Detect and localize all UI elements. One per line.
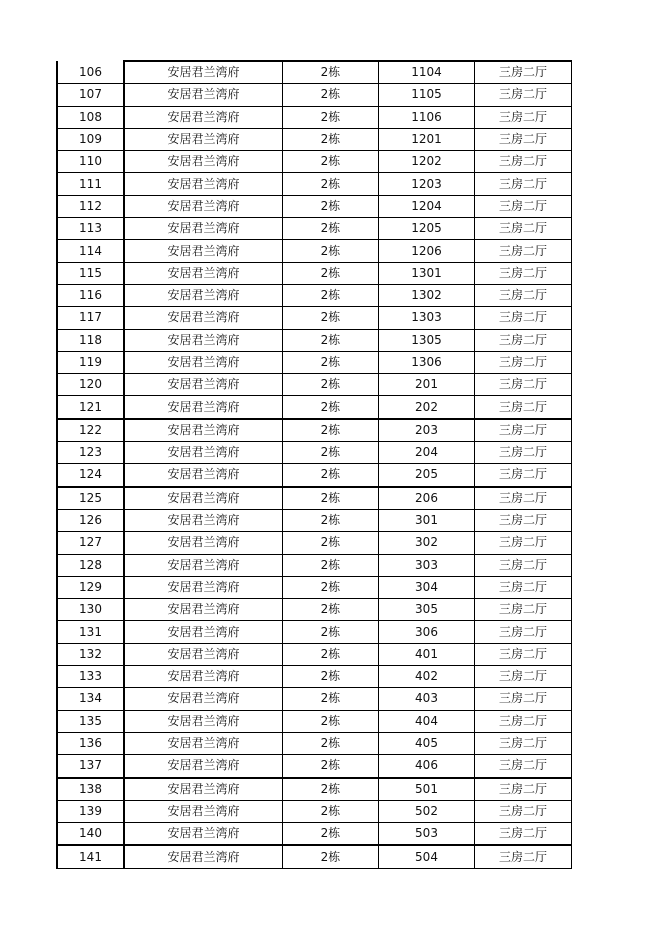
building-cell: 2栋 <box>283 800 379 822</box>
table-row <box>57 396 572 419</box>
building-cell: 2栋 <box>283 84 379 106</box>
table-row <box>57 195 572 217</box>
project-name-cell: 安居君兰湾府 <box>124 61 283 84</box>
project-name-cell: 安居君兰湾府 <box>124 262 283 284</box>
layout-cell: 三房二厅 <box>475 240 572 262</box>
building-cell: 2栋 <box>283 106 379 128</box>
row-number-cell: 132 <box>57 643 124 665</box>
building-cell: 2栋 <box>283 240 379 262</box>
unit-number-cell: 1105 <box>379 84 475 106</box>
table-row <box>57 374 572 396</box>
project-name-cell: 安居君兰湾府 <box>124 487 283 510</box>
project-name-cell: 安居君兰湾府 <box>124 800 283 822</box>
building-cell: 2栋 <box>283 173 379 195</box>
unit-number-cell: 504 <box>379 845 475 868</box>
project-name-cell: 安居君兰湾府 <box>124 173 283 195</box>
project-name-cell: 安居君兰湾府 <box>124 307 283 329</box>
table-row <box>57 532 572 554</box>
unit-number-cell: 1202 <box>379 151 475 173</box>
unit-number-cell: 206 <box>379 487 475 510</box>
row-number-cell: 134 <box>57 688 124 710</box>
table-row <box>57 755 572 778</box>
project-name-cell: 安居君兰湾府 <box>124 240 283 262</box>
table-row <box>57 845 572 868</box>
unit-number-cell: 502 <box>379 800 475 822</box>
table-row <box>57 643 572 665</box>
unit-number-cell: 404 <box>379 710 475 732</box>
row-number-cell: 112 <box>57 195 124 217</box>
layout-cell: 三房二厅 <box>475 84 572 106</box>
table-row <box>57 621 572 643</box>
housing-unit-table <box>56 60 572 869</box>
project-name-cell: 安居君兰湾府 <box>124 128 283 150</box>
row-number-cell: 122 <box>57 419 124 442</box>
table-row <box>57 688 572 710</box>
project-name-cell: 安居君兰湾府 <box>124 329 283 351</box>
row-number-cell: 128 <box>57 554 124 576</box>
project-name-cell: 安居君兰湾府 <box>124 218 283 240</box>
unit-number-cell: 501 <box>379 778 475 801</box>
building-cell: 2栋 <box>283 599 379 621</box>
project-name-cell: 安居君兰湾府 <box>124 755 283 778</box>
row-number-cell: 141 <box>57 845 124 868</box>
project-name-cell: 安居君兰湾府 <box>124 374 283 396</box>
project-name-cell: 安居君兰湾府 <box>124 576 283 598</box>
project-name-cell: 安居君兰湾府 <box>124 464 283 487</box>
table-row <box>57 666 572 688</box>
building-cell: 2栋 <box>283 442 379 464</box>
project-name-cell: 安居君兰湾府 <box>124 823 283 846</box>
row-number-cell: 109 <box>57 128 124 150</box>
layout-cell: 三房二厅 <box>475 554 572 576</box>
row-number-cell: 124 <box>57 464 124 487</box>
table-row <box>57 419 572 442</box>
row-number-cell: 125 <box>57 487 124 510</box>
project-name-cell: 安居君兰湾府 <box>124 621 283 643</box>
unit-number-cell: 1106 <box>379 106 475 128</box>
building-cell: 2栋 <box>283 396 379 419</box>
table-row <box>57 151 572 173</box>
table-row <box>57 599 572 621</box>
row-number-cell: 106 <box>57 61 124 84</box>
layout-cell: 三房二厅 <box>475 755 572 778</box>
building-cell: 2栋 <box>283 128 379 150</box>
layout-cell: 三房二厅 <box>475 778 572 801</box>
building-cell: 2栋 <box>283 823 379 846</box>
unit-number-cell: 305 <box>379 599 475 621</box>
layout-cell: 三房二厅 <box>475 419 572 442</box>
layout-cell: 三房二厅 <box>475 532 572 554</box>
layout-cell: 三房二厅 <box>475 710 572 732</box>
row-number-cell: 123 <box>57 442 124 464</box>
unit-number-cell: 503 <box>379 823 475 846</box>
project-name-cell: 安居君兰湾府 <box>124 845 283 868</box>
row-number-cell: 120 <box>57 374 124 396</box>
unit-number-cell: 306 <box>379 621 475 643</box>
project-name-cell: 安居君兰湾府 <box>124 643 283 665</box>
row-number-cell: 111 <box>57 173 124 195</box>
layout-cell: 三房二厅 <box>475 106 572 128</box>
unit-number-cell: 1203 <box>379 173 475 195</box>
building-cell: 2栋 <box>283 374 379 396</box>
building-cell: 2栋 <box>283 218 379 240</box>
table-row <box>57 509 572 531</box>
building-cell: 2栋 <box>283 643 379 665</box>
layout-cell: 三房二厅 <box>475 621 572 643</box>
building-cell: 2栋 <box>283 509 379 531</box>
table-row <box>57 106 572 128</box>
building-cell: 2栋 <box>283 351 379 373</box>
building-cell: 2栋 <box>283 688 379 710</box>
table-row <box>57 554 572 576</box>
building-cell: 2栋 <box>283 755 379 778</box>
table-row <box>57 710 572 732</box>
unit-number-cell: 1303 <box>379 307 475 329</box>
building-cell: 2栋 <box>283 778 379 801</box>
row-number-cell: 114 <box>57 240 124 262</box>
layout-cell: 三房二厅 <box>475 442 572 464</box>
project-name-cell: 安居君兰湾府 <box>124 284 283 306</box>
table-row <box>57 576 572 598</box>
row-number-cell: 129 <box>57 576 124 598</box>
row-number-cell: 108 <box>57 106 124 128</box>
layout-cell: 三房二厅 <box>475 329 572 351</box>
row-number-cell: 119 <box>57 351 124 373</box>
unit-number-cell: 302 <box>379 532 475 554</box>
building-cell: 2栋 <box>283 621 379 643</box>
building-cell: 2栋 <box>283 61 379 84</box>
table-row <box>57 329 572 351</box>
table-row <box>57 307 572 329</box>
layout-cell: 三房二厅 <box>475 823 572 846</box>
building-cell: 2栋 <box>283 845 379 868</box>
table-row <box>57 240 572 262</box>
unit-number-cell: 1306 <box>379 351 475 373</box>
project-name-cell: 安居君兰湾府 <box>124 554 283 576</box>
layout-cell: 三房二厅 <box>475 509 572 531</box>
building-cell: 2栋 <box>283 464 379 487</box>
unit-number-cell: 406 <box>379 755 475 778</box>
unit-number-cell: 1104 <box>379 61 475 84</box>
unit-number-cell: 405 <box>379 732 475 754</box>
unit-number-cell: 303 <box>379 554 475 576</box>
row-number-cell: 127 <box>57 532 124 554</box>
row-number-cell: 130 <box>57 599 124 621</box>
building-cell: 2栋 <box>283 151 379 173</box>
layout-cell: 三房二厅 <box>475 351 572 373</box>
layout-cell: 三房二厅 <box>475 61 572 84</box>
layout-cell: 三房二厅 <box>475 173 572 195</box>
layout-cell: 三房二厅 <box>475 396 572 419</box>
table-row <box>57 284 572 306</box>
layout-cell: 三房二厅 <box>475 128 572 150</box>
table-row <box>57 218 572 240</box>
layout-cell: 三房二厅 <box>475 487 572 510</box>
table-row <box>57 464 572 487</box>
building-cell: 2栋 <box>283 262 379 284</box>
project-name-cell: 安居君兰湾府 <box>124 151 283 173</box>
unit-number-cell: 1201 <box>379 128 475 150</box>
row-number-cell: 133 <box>57 666 124 688</box>
row-number-cell: 115 <box>57 262 124 284</box>
layout-cell: 三房二厅 <box>475 599 572 621</box>
unit-number-cell: 301 <box>379 509 475 531</box>
project-name-cell: 安居君兰湾府 <box>124 666 283 688</box>
building-cell: 2栋 <box>283 532 379 554</box>
project-name-cell: 安居君兰湾府 <box>124 106 283 128</box>
project-name-cell: 安居君兰湾府 <box>124 532 283 554</box>
table-row <box>57 442 572 464</box>
unit-number-cell: 1305 <box>379 329 475 351</box>
layout-cell: 三房二厅 <box>475 218 572 240</box>
table-row <box>57 61 572 84</box>
layout-cell: 三房二厅 <box>475 262 572 284</box>
project-name-cell: 安居君兰湾府 <box>124 396 283 419</box>
building-cell: 2栋 <box>283 554 379 576</box>
row-number-cell: 131 <box>57 621 124 643</box>
row-number-cell: 136 <box>57 732 124 754</box>
table-row <box>57 128 572 150</box>
row-number-cell: 126 <box>57 509 124 531</box>
table-row <box>57 173 572 195</box>
layout-cell: 三房二厅 <box>475 464 572 487</box>
unit-number-cell: 1206 <box>379 240 475 262</box>
table-row <box>57 84 572 106</box>
building-cell: 2栋 <box>283 666 379 688</box>
table-row <box>57 262 572 284</box>
unit-number-cell: 204 <box>379 442 475 464</box>
layout-cell: 三房二厅 <box>475 374 572 396</box>
row-number-cell: 117 <box>57 307 124 329</box>
table-row <box>57 732 572 754</box>
layout-cell: 三房二厅 <box>475 284 572 306</box>
layout-cell: 三房二厅 <box>475 666 572 688</box>
project-name-cell: 安居君兰湾府 <box>124 599 283 621</box>
layout-cell: 三房二厅 <box>475 576 572 598</box>
unit-number-cell: 201 <box>379 374 475 396</box>
layout-cell: 三房二厅 <box>475 643 572 665</box>
layout-cell: 三房二厅 <box>475 800 572 822</box>
table-row <box>57 778 572 801</box>
layout-cell: 三房二厅 <box>475 732 572 754</box>
project-name-cell: 安居君兰湾府 <box>124 509 283 531</box>
table-row <box>57 800 572 822</box>
layout-cell: 三房二厅 <box>475 307 572 329</box>
building-cell: 2栋 <box>283 487 379 510</box>
layout-cell: 三房二厅 <box>475 151 572 173</box>
unit-number-cell: 304 <box>379 576 475 598</box>
table-row <box>57 487 572 510</box>
project-name-cell: 安居君兰湾府 <box>124 84 283 106</box>
unit-number-cell: 1205 <box>379 218 475 240</box>
row-number-cell: 113 <box>57 218 124 240</box>
table-row <box>57 351 572 373</box>
unit-number-cell: 205 <box>379 464 475 487</box>
project-name-cell: 安居君兰湾府 <box>124 195 283 217</box>
building-cell: 2栋 <box>283 329 379 351</box>
row-number-cell: 139 <box>57 800 124 822</box>
project-name-cell: 安居君兰湾府 <box>124 710 283 732</box>
project-name-cell: 安居君兰湾府 <box>124 419 283 442</box>
row-number-cell: 138 <box>57 778 124 801</box>
building-cell: 2栋 <box>283 307 379 329</box>
unit-number-cell: 1204 <box>379 195 475 217</box>
project-name-cell: 安居君兰湾府 <box>124 442 283 464</box>
unit-number-cell: 402 <box>379 666 475 688</box>
building-cell: 2栋 <box>283 284 379 306</box>
layout-cell: 三房二厅 <box>475 195 572 217</box>
layout-cell: 三房二厅 <box>475 688 572 710</box>
row-number-cell: 137 <box>57 755 124 778</box>
row-number-cell: 110 <box>57 151 124 173</box>
unit-number-cell: 1302 <box>379 284 475 306</box>
building-cell: 2栋 <box>283 732 379 754</box>
building-cell: 2栋 <box>283 576 379 598</box>
row-number-cell: 107 <box>57 84 124 106</box>
project-name-cell: 安居君兰湾府 <box>124 351 283 373</box>
row-number-cell: 140 <box>57 823 124 846</box>
row-number-cell: 118 <box>57 329 124 351</box>
row-number-cell: 116 <box>57 284 124 306</box>
row-number-cell: 135 <box>57 710 124 732</box>
layout-cell: 三房二厅 <box>475 845 572 868</box>
building-cell: 2栋 <box>283 195 379 217</box>
row-number-cell: 121 <box>57 396 124 419</box>
building-cell: 2栋 <box>283 419 379 442</box>
unit-number-cell: 203 <box>379 419 475 442</box>
project-name-cell: 安居君兰湾府 <box>124 732 283 754</box>
unit-number-cell: 1301 <box>379 262 475 284</box>
table-row <box>57 823 572 846</box>
unit-number-cell: 403 <box>379 688 475 710</box>
unit-number-cell: 202 <box>379 396 475 419</box>
project-name-cell: 安居君兰湾府 <box>124 688 283 710</box>
building-cell: 2栋 <box>283 710 379 732</box>
project-name-cell: 安居君兰湾府 <box>124 778 283 801</box>
unit-number-cell: 401 <box>379 643 475 665</box>
